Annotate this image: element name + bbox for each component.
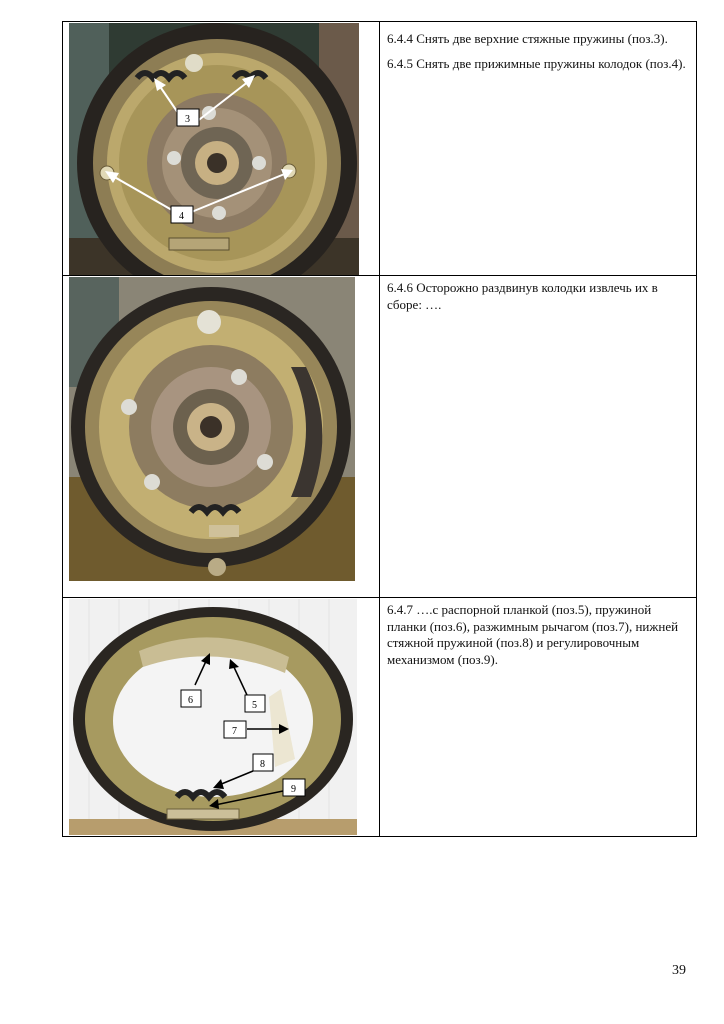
svg-text:9: 9 — [291, 783, 296, 795]
callout-label-7 — [224, 721, 246, 738]
callout-label-4 — [171, 206, 193, 223]
content-table — [62, 21, 697, 837]
instruction-step-6-4-7: 6.4.7 ….с распорной планкой (поз.5), пружиной планки (поз.6), разжимным рычагом (поз.7), нижней стяжной пружиной (поз.8) и регулировочным механизмом (поз.9). — [387, 601, 679, 668]
brake-shoes-photo — [69, 599, 357, 835]
callout-label-6 — [181, 690, 201, 707]
svg-text:4: 4 — [179, 211, 184, 222]
photo-cell — [63, 276, 380, 597]
page-number: 39 — [672, 963, 686, 978]
instruction-step-6-4-5: 6.4.5 Снять две прижимные пружины колодок (поз.4). — [387, 56, 686, 71]
svg-text:3: 3 — [185, 114, 190, 125]
callout-label-5 — [245, 695, 265, 712]
callout-label-9 — [283, 779, 305, 796]
svg-text:7: 7 — [232, 725, 237, 737]
svg-text:8: 8 — [260, 758, 265, 770]
table-row — [63, 597, 697, 836]
table-row — [63, 22, 697, 276]
photo-cell — [63, 22, 380, 276]
instruction-step-6-4-4: 6.4.4 Снять две верхние стяжные пружины (поз.3). — [387, 31, 668, 46]
table-row — [63, 276, 697, 597]
svg-text:5: 5 — [252, 699, 257, 711]
callout-label-3 — [177, 109, 199, 126]
instruction-cell — [380, 597, 697, 836]
instruction-cell — [380, 276, 697, 597]
brake-assembly-photo-1 — [69, 23, 359, 275]
instruction-cell — [380, 22, 697, 276]
svg-text:6: 6 — [188, 694, 193, 706]
brake-assembly-photo-2 — [69, 277, 355, 581]
photo-cell — [63, 597, 380, 836]
instruction-step-6-4-6: 6.4.6 Осторожно раздвинув колодки извлечь их в сборе: …. — [387, 280, 658, 313]
callout-label-8 — [253, 754, 273, 771]
